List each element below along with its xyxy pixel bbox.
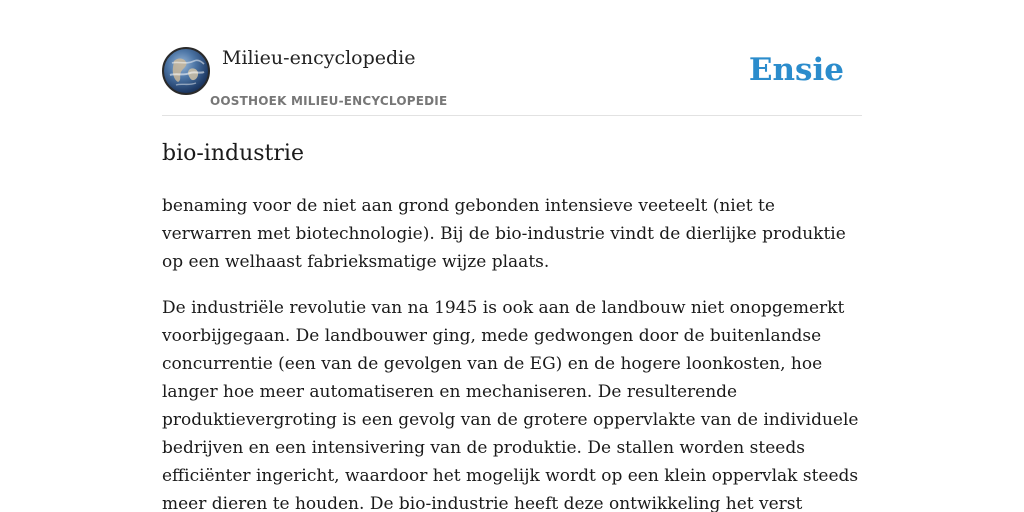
site-subtitle: OOSTHOEK MILIEU-ENCYCLOPEDIE — [210, 94, 448, 108]
earth-globe-icon[interactable] — [162, 47, 210, 95]
header — [162, 0, 862, 116]
content-container — [162, 0, 862, 512]
article-body — [162, 192, 862, 512]
article-title: bio-industrie — [162, 141, 304, 166]
article-paragraph: De industriële revolutie van na 1945 is ook aan de landbouw niet onopgemerkt voorbijgegaan. De landbouwer ging, mede gedwongen door de buitenlandse concurrentie (een van de gevolgen van de EG) en de hogere loonkosten, hoe langer hoe meer automatiseren en mechaniseren. De resulterende produktievergroting is een gevolg van de grotere oppervlakte van de individuele bedrijven en een intensivering van de produktie. De stallen worden steeds efficiënter ingericht, waardoor het mogelijk wordt op een klein oppervlak steeds meer dieren te houden. De bio-industrie heeft deze ontwikkeling het verst — [162, 298, 859, 512]
ensie-brand-logo[interactable]: Ensie — [748, 52, 844, 88]
site-title-link[interactable]: Milieu-encyclopedie — [222, 47, 416, 69]
article-paragraph: benaming voor de niet aan grond gebonden intensieve veeteelt (niet te verwarren met biotechnologie). Bij de bio-industrie vindt de dierlijke produktie op een welhaast fabrieksmatige wijze plaats. — [162, 196, 846, 272]
